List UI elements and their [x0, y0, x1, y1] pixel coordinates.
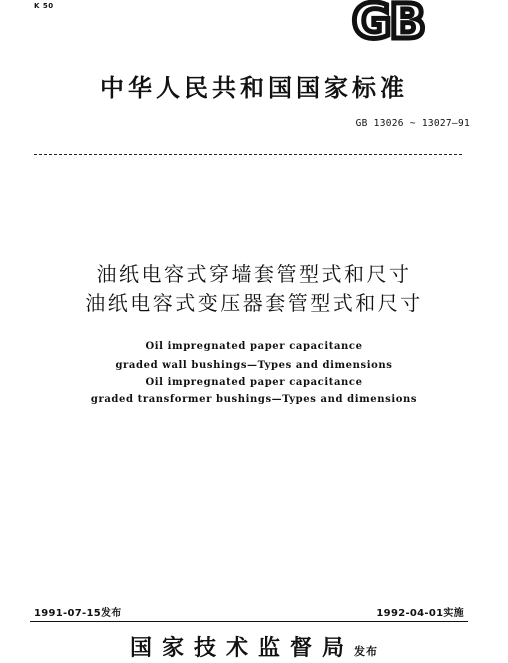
- header-divider: [34, 154, 462, 155]
- chinese-title-transformer-bushings: 油纸电容式变压器套管型式和尺寸: [85, 291, 423, 315]
- implementation-date: 1992-04-01实施: [376, 608, 464, 619]
- classification-code: K 50: [34, 2, 54, 10]
- national-standard-title: 中华人民共和国国家标准: [100, 74, 408, 102]
- english-title-line-1: Oil impregnated paper capacitance: [145, 341, 363, 352]
- english-title-line-2: graded wall bushings—Types and dimensions: [115, 360, 393, 371]
- english-title-line-4: graded transformer bushings—Types and dimensions: [90, 394, 418, 405]
- english-title-line-3: Oil impregnated paper capacitance: [145, 377, 363, 388]
- issuer-suffix: 发布: [354, 645, 378, 658]
- gb-logo: [338, 0, 438, 42]
- issuer-name: 国家技术监督局: [129, 636, 354, 661]
- issue-date: 1991-07-15发布: [34, 608, 122, 619]
- standard-number: GB 13026 ~ 13027—91: [355, 118, 470, 129]
- chinese-title-wall-bushings: 油纸电容式穿墙套管型式和尺寸: [96, 262, 412, 286]
- gb-logo-text: GB: [352, 0, 424, 42]
- issuer: [0, 638, 508, 663]
- footer-divider: [30, 621, 468, 622]
